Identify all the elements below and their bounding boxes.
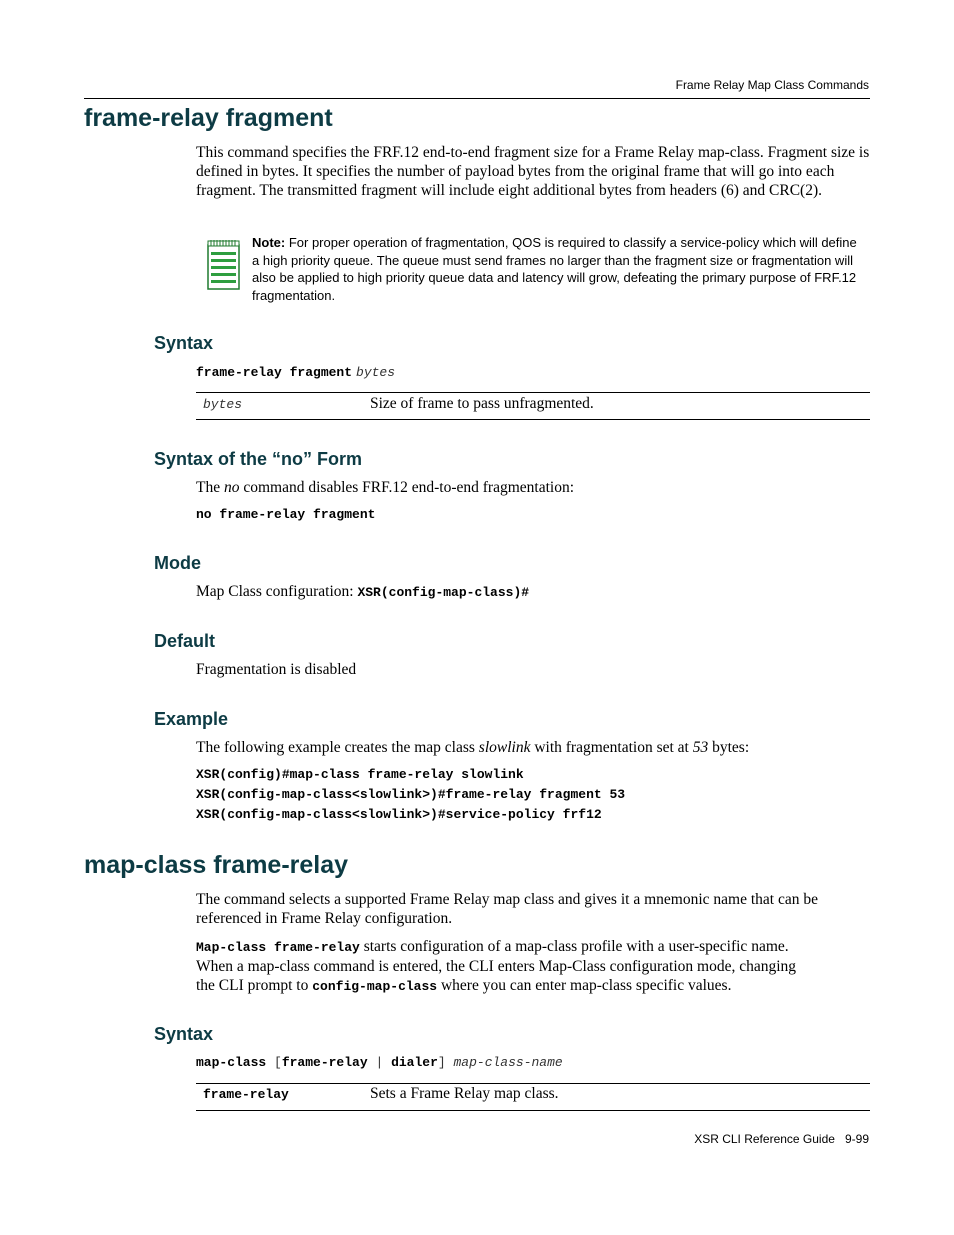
example-text-post: bytes: — [708, 739, 750, 756]
example-heading: Example — [154, 709, 229, 729]
page-number: 9-99 — [844, 1132, 869, 1146]
param-description: Sets a Frame Relay map class. — [370, 1085, 559, 1102]
example-code-line: XSR(config-map-class<slowlink>)#frame-relay fragment 53 — [196, 787, 626, 802]
intro-paragraph: This command specifies the FRF.12 end-to-end fragment size for a Frame Relay map-class. Fragment size is defined in bytes. It specifies the number of payload bytes from the original frame that will go into each fragment. The transmitted fragment will include eight additional bytes from headers (6) and CRC(2). — [196, 144, 870, 199]
description-line-2: When a map-class command is entered, the CLI enters Map-Class configuration mode, changing — [196, 958, 797, 975]
param-table-top-rule — [196, 392, 870, 393]
no-form-command: no frame-relay fragment — [196, 507, 376, 522]
section-title: map-class frame-relay — [84, 851, 349, 879]
no-form-text-post: command disables FRF.12 end-to-end fragmentation: — [239, 479, 575, 496]
default-text: Fragmentation is disabled — [196, 661, 357, 678]
inline-prompt: config-map-class — [312, 979, 438, 994]
syntax-line — [196, 1054, 563, 1070]
example-fragment-size: 53 — [692, 739, 709, 756]
description-line-1: starts configuration of a map-class profile with a user-specific name. — [359, 938, 789, 955]
no-form-heading: Syntax of the “no” Form — [154, 449, 363, 469]
syntax-option-frame-relay: frame-relay — [281, 1055, 368, 1070]
description-line-3-post: where you can enter map-class specific values. — [437, 977, 732, 994]
inline-command: Map-class frame-relay — [196, 940, 360, 955]
default-heading: Default — [154, 631, 216, 651]
example-text-pre: The following example creates the map class — [196, 739, 479, 756]
no-form-text-pre: The — [196, 479, 224, 496]
note-body: For proper operation of fragmentation, QOS is required to classify a service-policy which will define a high priority queue. The queue must send frames no larger than the fragment size or fragmentation will also be applied to high priority queue data and latency will grow, defeating the primary purpose of FRF.12 fragmentation. — [252, 235, 857, 303]
syntax-argument: map-class-name — [453, 1055, 563, 1070]
syntax-bracket-close: ] — [437, 1055, 454, 1070]
param-name: frame-relay — [203, 1087, 289, 1102]
mode-label: Map Class configuration: — [196, 583, 358, 600]
param-table-bottom-rule — [196, 419, 870, 420]
mode-prompt: XSR(config-map-class)# — [357, 585, 530, 600]
description-line-3-pre: the CLI prompt to — [196, 977, 313, 994]
param-description: Size of frame to pass unfragmented. — [370, 395, 594, 412]
no-form-keyword: no — [223, 479, 240, 496]
notepad-icon — [206, 239, 242, 291]
intro-paragraph: The command selects a supported Frame Relay map class and gives it a mnemonic name that can be referenced in Frame Relay configuration. — [196, 891, 818, 927]
param-table-bottom-rule — [196, 1110, 870, 1111]
syntax-argument: bytes — [356, 365, 396, 380]
syntax-separator: | — [367, 1055, 392, 1070]
param-name: bytes — [203, 397, 243, 412]
description-paragraph — [196, 937, 870, 996]
mode-heading: Mode — [154, 553, 201, 573]
param-table-top-rule — [196, 1083, 870, 1084]
note-label: Note: — [252, 235, 286, 250]
syntax-heading: Syntax — [154, 1024, 214, 1044]
section-title: frame-relay fragment — [84, 104, 333, 132]
header-rule — [84, 98, 870, 99]
example-text — [196, 738, 870, 757]
example-code-line: XSR(config)#map-class frame-relay slowlink — [196, 767, 524, 782]
syntax-line — [196, 363, 395, 381]
footer-guide-title: XSR CLI Reference Guide — [694, 1132, 835, 1146]
syntax-command: frame-relay fragment — [196, 365, 353, 380]
example-text-mid: with fragmentation set at — [530, 739, 693, 756]
syntax-option-dialer: dialer — [391, 1055, 438, 1070]
syntax-bracket-open: [ — [266, 1055, 282, 1070]
example-code-line: XSR(config-map-class<slowlink>)#service-policy frf12 — [196, 807, 602, 822]
syntax-heading: Syntax — [154, 333, 214, 353]
page-footer — [694, 1132, 869, 1146]
mode-text — [196, 582, 870, 602]
running-header: Frame Relay Map Class Commands — [675, 78, 869, 92]
syntax-command: map-class — [196, 1055, 267, 1070]
no-form-text — [196, 478, 870, 497]
example-map-class-name: slowlink — [478, 739, 531, 756]
note-text — [252, 234, 866, 304]
